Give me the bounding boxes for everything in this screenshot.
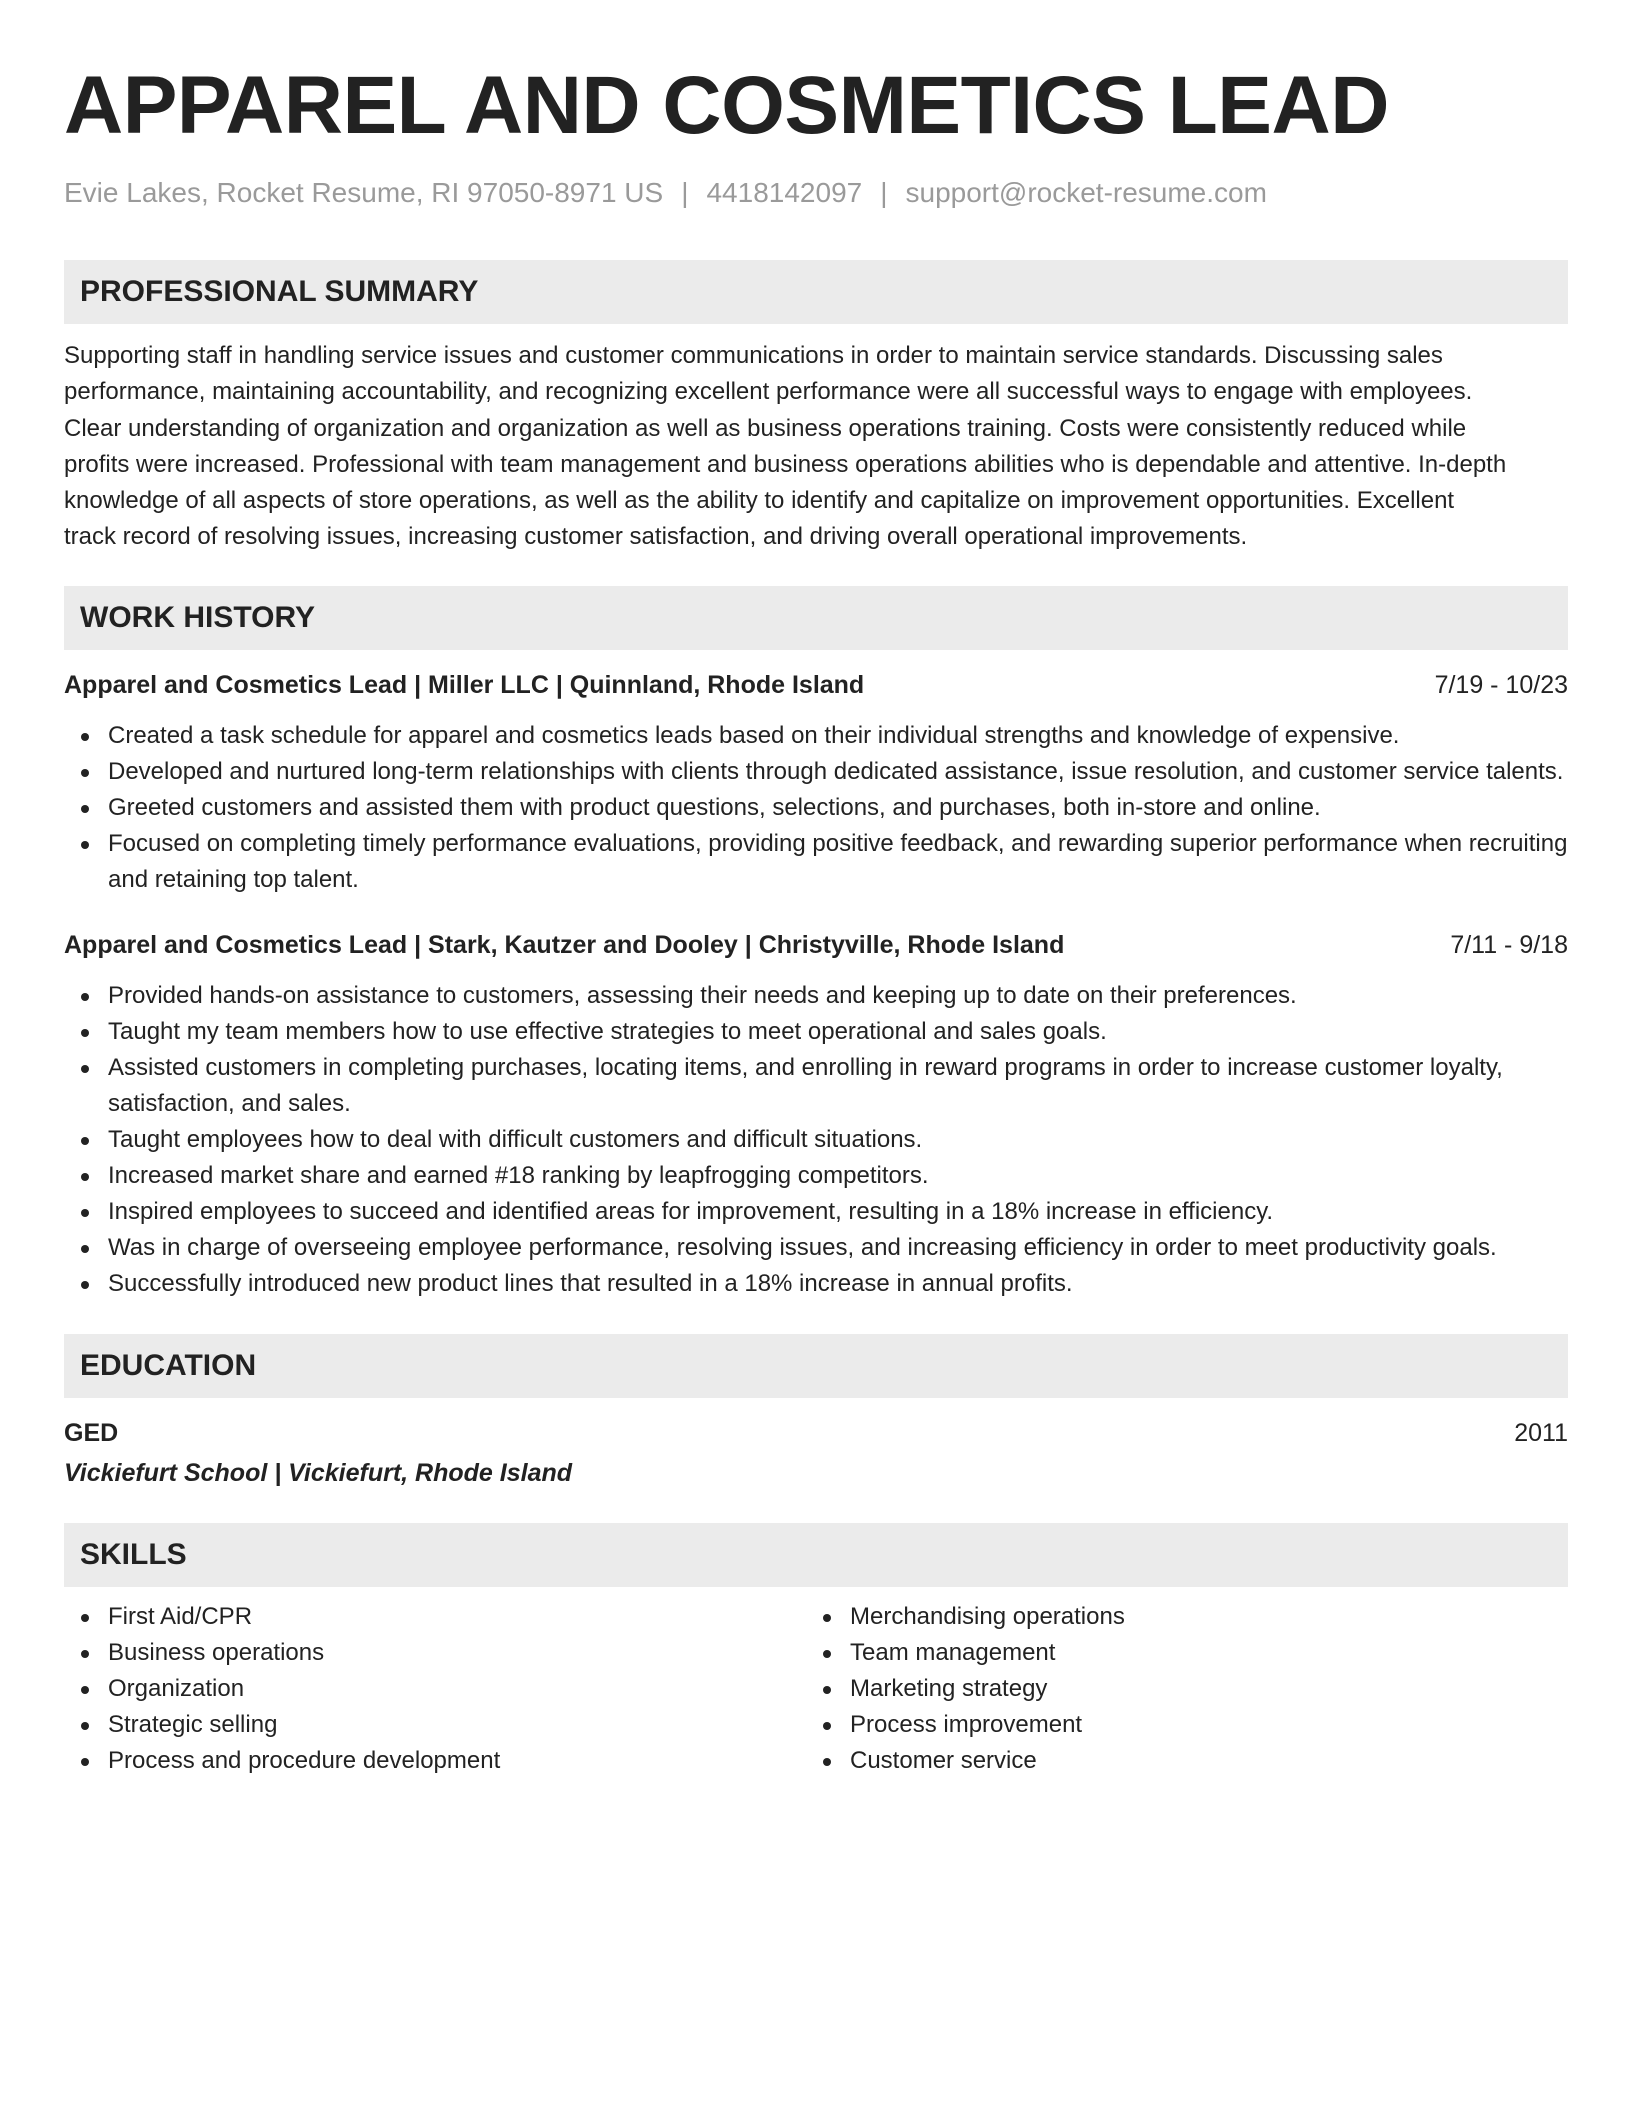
list-item: Greeted customers and assisted them with product questions, selections, and purchases, both in-store and online.: [64, 790, 1568, 826]
list-item: Provided hands-on assistance to customers, assessing their needs and keeping up to date on their preferences.: [64, 978, 1568, 1014]
list-item: Process and procedure development: [64, 1743, 806, 1779]
list-item: Customer service: [806, 1743, 1548, 1779]
job-entry: [64, 668, 1568, 898]
contact-address: Evie Lakes, Rocket Resume, RI 97050-8971 US: [64, 177, 664, 208]
job-dates: 7/11 - 9/18: [1450, 930, 1568, 959]
list-item: Strategic selling: [64, 1707, 806, 1743]
list-item: Process improvement: [806, 1707, 1548, 1743]
job-dates: 7/19 - 10/23: [1434, 670, 1568, 699]
summary-line: Clear understanding of organization and organization as well as business operations training. Costs were consistently reduced while: [64, 414, 1467, 442]
list-item: Taught my team members how to use effective strategies to meet operational and sales goals.: [64, 1014, 1568, 1050]
summary-heading-bar: [64, 260, 1568, 324]
list-item: Taught employees how to deal with difficult customers and difficult situations.: [64, 1122, 1568, 1158]
skills-column-right: [806, 1599, 1548, 1779]
work-heading-bar: [64, 586, 1568, 650]
job-title: Apparel and Cosmetics Lead | Stark, Kautzer and Dooley | Christyville, Rhode Island: [64, 930, 1065, 959]
job-title: Apparel and Cosmetics Lead | Miller LLC | Quinnland, Rhode Island: [64, 670, 865, 699]
list-item: Merchandising operations: [806, 1599, 1548, 1635]
list-item: Marketing strategy: [806, 1671, 1548, 1707]
contact-separator: |: [880, 177, 888, 208]
summary-text: [64, 338, 1568, 556]
education-year: 2011: [1514, 1418, 1568, 1447]
education-heading-bar: [64, 1334, 1568, 1398]
job-bullets: [64, 978, 1568, 1302]
summary-heading: PROFESSIONAL SUMMARY: [80, 275, 479, 308]
resume-name: APPAREL AND COSMETICS LEAD: [64, 60, 1389, 151]
list-item: Successfully introduced new product lines that resulted in a 18% increase in annual profits.: [64, 1266, 1568, 1302]
list-item: Team management: [806, 1635, 1548, 1671]
education-heading: EDUCATION: [80, 1348, 257, 1382]
summary-line: performance, maintaining accountability, and recognizing excellent performance were all successful ways to engage with employees.: [64, 378, 1473, 406]
skills-list: [64, 1599, 1568, 1779]
summary-line: knowledge of all aspects of store operations, as well as the ability to identify and capitalize on improvement opportunities. Excellent: [64, 487, 1455, 515]
list-item: Increased market share and earned #18 ranking by leapfrogging competitors.: [64, 1158, 1568, 1194]
list-item: Organization: [64, 1671, 806, 1707]
education-entry: [64, 1416, 1568, 1491]
contact-email: support@rocket-resume.com: [905, 177, 1267, 208]
list-item: Business operations: [64, 1635, 806, 1671]
contact-phone: 4418142097: [706, 177, 863, 208]
skills-heading: SKILLS: [80, 1537, 187, 1571]
contact-separator: |: [681, 177, 689, 208]
summary-line: track record of resolving issues, increasing customer satisfaction, and driving overall operational improvements.: [64, 523, 1248, 551]
job-entry: [64, 928, 1568, 1302]
list-item: Created a task schedule for apparel and cosmetics leads based on their individual strengths and knowledge of expensive.: [64, 718, 1568, 754]
skills-column-left: [64, 1599, 806, 1779]
list-item: Inspired employees to succeed and identified areas for improvement, resulting in a 18% increase in efficiency.: [64, 1194, 1568, 1230]
skills-heading-bar: [64, 1523, 1568, 1587]
list-item: Assisted customers in completing purchases, locating items, and enrolling in reward programs in order to increase customer loyalty, satisfaction, and sales.: [64, 1050, 1568, 1122]
summary-line: Supporting staff in handling service issues and customer communications in order to maintain service standards. Discussing sales: [64, 342, 1443, 369]
list-item: First Aid/CPR: [64, 1599, 806, 1635]
education-school: Vickiefurt School | Vickiefurt, Rhode Island: [64, 1458, 573, 1487]
list-item: Was in charge of overseeing employee performance, resolving issues, and increasing efficiency in order to meet productivity goals.: [64, 1230, 1568, 1266]
list-item: Focused on completing timely performance evaluations, providing positive feedback, and rewarding superior performance when recruiting and retaining top talent.: [64, 826, 1568, 898]
summary-line: profits were increased. Professional with team management and business operations abilities who is dependable and attentive. In-depth: [64, 450, 1507, 478]
work-heading: WORK HISTORY: [80, 600, 316, 634]
list-item: Developed and nurtured long-term relationships with clients through dedicated assistance, issue resolution, and customer service talents.: [64, 754, 1568, 790]
education-degree: GED: [64, 1418, 119, 1447]
contact-line: [64, 176, 1568, 210]
job-bullets: [64, 718, 1568, 898]
